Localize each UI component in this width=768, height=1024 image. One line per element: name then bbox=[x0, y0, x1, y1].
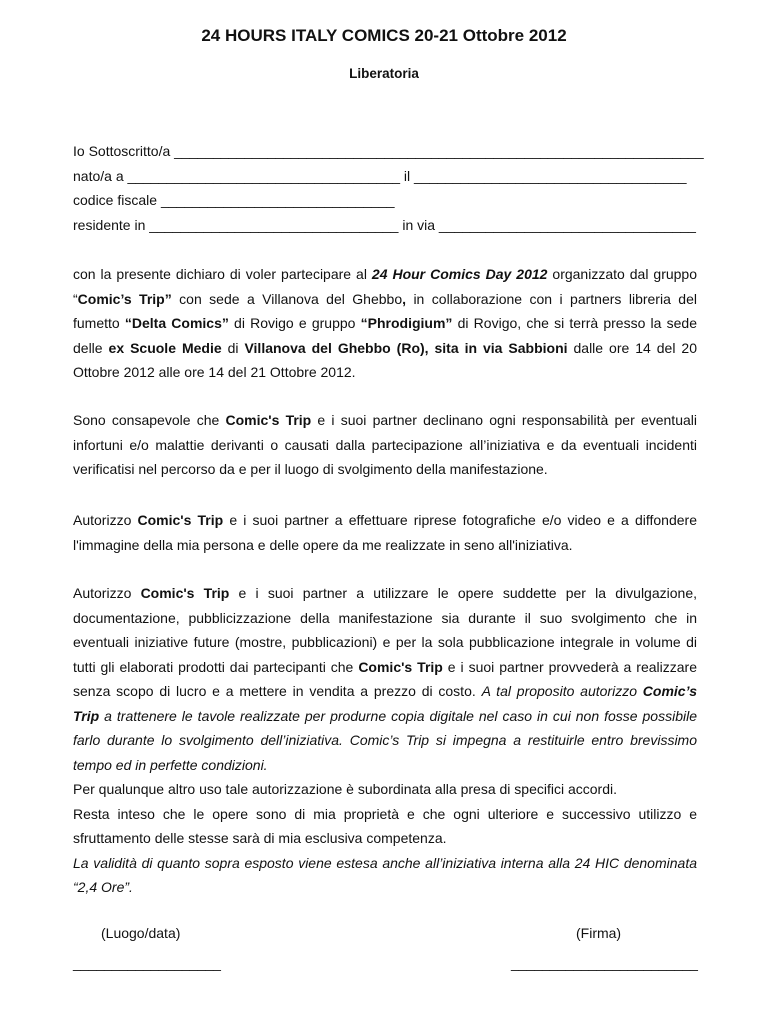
text-run: , bbox=[402, 290, 407, 307]
paragraph-line bbox=[73, 655, 697, 680]
text-run: con la presente dichiaro di voler partecipare al bbox=[73, 266, 372, 282]
name-label: Io Sottoscritto/a bbox=[73, 143, 171, 159]
paragraph-line bbox=[73, 851, 697, 876]
group-name: Comic’s Trip” bbox=[77, 290, 172, 307]
paragraph-line: Ottobre 2012 alle ore 14 del 21 Ottobre 2012. bbox=[73, 364, 356, 380]
birthdate-blank: ___________________________________ bbox=[414, 167, 687, 184]
text-run: “ bbox=[73, 290, 78, 307]
place-date-line: ___________________ bbox=[73, 955, 221, 971]
text-run: tempo ed in perfette condizioni. bbox=[73, 756, 268, 773]
place-date-label: (Luogo/data) bbox=[101, 925, 181, 941]
liability-paragraph bbox=[73, 408, 697, 482]
street-label: in via bbox=[402, 216, 436, 233]
residence-label: residente in bbox=[73, 216, 146, 233]
group-name: Comic's Trip bbox=[225, 412, 312, 428]
text-run: e i suoi partner a utilizzare le opere suddette per la divulgazione, bbox=[229, 585, 697, 601]
paragraph-line: documentazione, pubblicizzazione della manifestazione sia durante il suo svolgimento che in bbox=[73, 609, 697, 626]
paragraph-line bbox=[73, 581, 697, 606]
paragraph-line bbox=[73, 262, 697, 287]
personal-data-fields bbox=[73, 139, 704, 237]
text-run: Sono consapevole che bbox=[73, 412, 226, 428]
participation-paragraph bbox=[73, 262, 697, 385]
text-run: A tal proposito autorizzo bbox=[481, 683, 643, 699]
group-name: Comic's Trip bbox=[137, 512, 224, 528]
paragraph-line bbox=[73, 875, 697, 900]
residence-field-row bbox=[73, 213, 697, 238]
paragraph-line bbox=[73, 311, 697, 336]
text-run: in collaborazione con i partners libreria del bbox=[406, 290, 697, 307]
paragraph-line: Per qualunque altro uso tale autorizzazione è subordinata alla presa di specifici accordi. bbox=[73, 781, 617, 797]
venue-name: ex Scuole Medie bbox=[108, 339, 222, 356]
paragraph-line bbox=[73, 753, 697, 778]
paragraph-line: verificatisi nel percorso da e per il luogo di svolgimento della manifestazione. bbox=[73, 461, 548, 477]
text-run: e i suoi partner declinano ogni responsabilità per eventuali bbox=[311, 412, 697, 428]
group-name: Comic’s bbox=[642, 683, 697, 699]
text-run: a trattenere le tavole realizzate per produrne copia digitale nel caso in cui non fosse possibile bbox=[99, 707, 697, 724]
paragraph-line bbox=[73, 679, 697, 704]
text-run: farlo durante lo svolgimento dell’iniziativa. Comic’s Trip si impegna a restituirle entro brevissimo bbox=[73, 732, 697, 748]
text-run: di Rovigo, che si terrà presso la sede bbox=[452, 315, 697, 331]
partner-name: “Delta Comics” bbox=[124, 315, 229, 331]
paragraph-line bbox=[73, 287, 697, 312]
text-run: delle bbox=[73, 339, 109, 356]
document-subtitle: Liberatoria bbox=[349, 66, 419, 81]
text-run: “2,4 Ore”. bbox=[73, 879, 133, 895]
residence-blank: ________________________________ bbox=[149, 216, 399, 233]
tax-code-blank: ______________________________ bbox=[160, 192, 395, 208]
paragraph-line: infortuni e/o malattie derivanti o causati dalla partecipazione all’iniziativa e da eventuali incidenti bbox=[73, 436, 697, 453]
paragraph-line: l'immagine della mia persona e delle opere da me realizzate in seno all'iniziativa. bbox=[73, 536, 573, 553]
signature-line: ________________________ bbox=[511, 955, 698, 971]
group-name: Comic's Trip bbox=[140, 585, 230, 601]
document-title: 24 HOURS ITALY COMICS 20-21 Ottobre 2012 bbox=[201, 26, 567, 45]
text-run: fumetto bbox=[73, 315, 125, 331]
paragraph-line bbox=[73, 336, 697, 361]
signature-label: (Firma) bbox=[576, 925, 622, 941]
text-run: senza scopo di lucro e a mettere in vendita a prezzo di costo. bbox=[73, 683, 482, 699]
text-run: con sede a Villanova del Ghebbo bbox=[171, 290, 403, 307]
birthplace-blank: ___________________________________ bbox=[127, 167, 401, 184]
text-run: tutti gli elaborati prodotti dai partecipanti che bbox=[73, 658, 359, 675]
text-run: e i suoi partner provvederà a realizzare bbox=[442, 658, 697, 675]
name-field-row bbox=[73, 139, 704, 164]
street-blank: _________________________________ bbox=[438, 216, 696, 233]
partner-name: “Phrodigium” bbox=[360, 315, 453, 331]
text-run: di bbox=[221, 339, 245, 356]
text-run: dalle ore 14 del 20 bbox=[567, 339, 697, 356]
text-run: Autorizzo bbox=[73, 585, 141, 601]
paragraph-line: eventuali iniziative future (mostre, pubblicazioni) e per la sola pubblicazione integrale in volume di bbox=[73, 634, 697, 650]
event-name: 24 Hour Comics Day 2012 bbox=[371, 266, 548, 282]
text-run: di Rovigo e gruppo bbox=[228, 315, 361, 331]
group-name: Trip bbox=[73, 707, 100, 724]
paragraph-line: Resta inteso che le opere sono di mia proprietà e che ogni ulteriore e successivo utilizzo e bbox=[73, 805, 697, 822]
tax-code-label: codice fiscale bbox=[73, 192, 158, 208]
paragraph-line bbox=[73, 728, 697, 753]
birthplace-label: nato/a a bbox=[73, 167, 124, 184]
birth-field-row bbox=[73, 164, 697, 189]
text-run: La validità di quanto sopra esposto viene estesa anche all’iniziativa interna alla 24 HIC denominata bbox=[73, 854, 697, 871]
paragraph-line bbox=[73, 704, 697, 729]
birthdate-label: il bbox=[403, 167, 411, 184]
paragraph-line bbox=[73, 508, 697, 533]
text-run: organizzato dal gruppo bbox=[547, 266, 697, 282]
paragraph-line: sfruttamento delle stesse sarà di mia esclusiva competenza. bbox=[73, 830, 447, 846]
usage-authorization-paragraph bbox=[73, 581, 697, 900]
text-run: e i suoi partner a effettuare riprese fotografiche e/o video e a diffondere bbox=[223, 512, 697, 528]
venue-address: Villanova del Ghebbo (Ro), sita in via Sabbioni bbox=[244, 339, 568, 356]
media-consent-paragraph bbox=[73, 508, 697, 557]
group-name: Comic's Trip bbox=[358, 658, 443, 675]
paragraph-line bbox=[73, 408, 697, 433]
tax-code-field-row bbox=[73, 188, 697, 213]
name-blank: ____________________________________________________________________ bbox=[174, 143, 704, 159]
text-run: Autorizzo bbox=[73, 512, 138, 528]
